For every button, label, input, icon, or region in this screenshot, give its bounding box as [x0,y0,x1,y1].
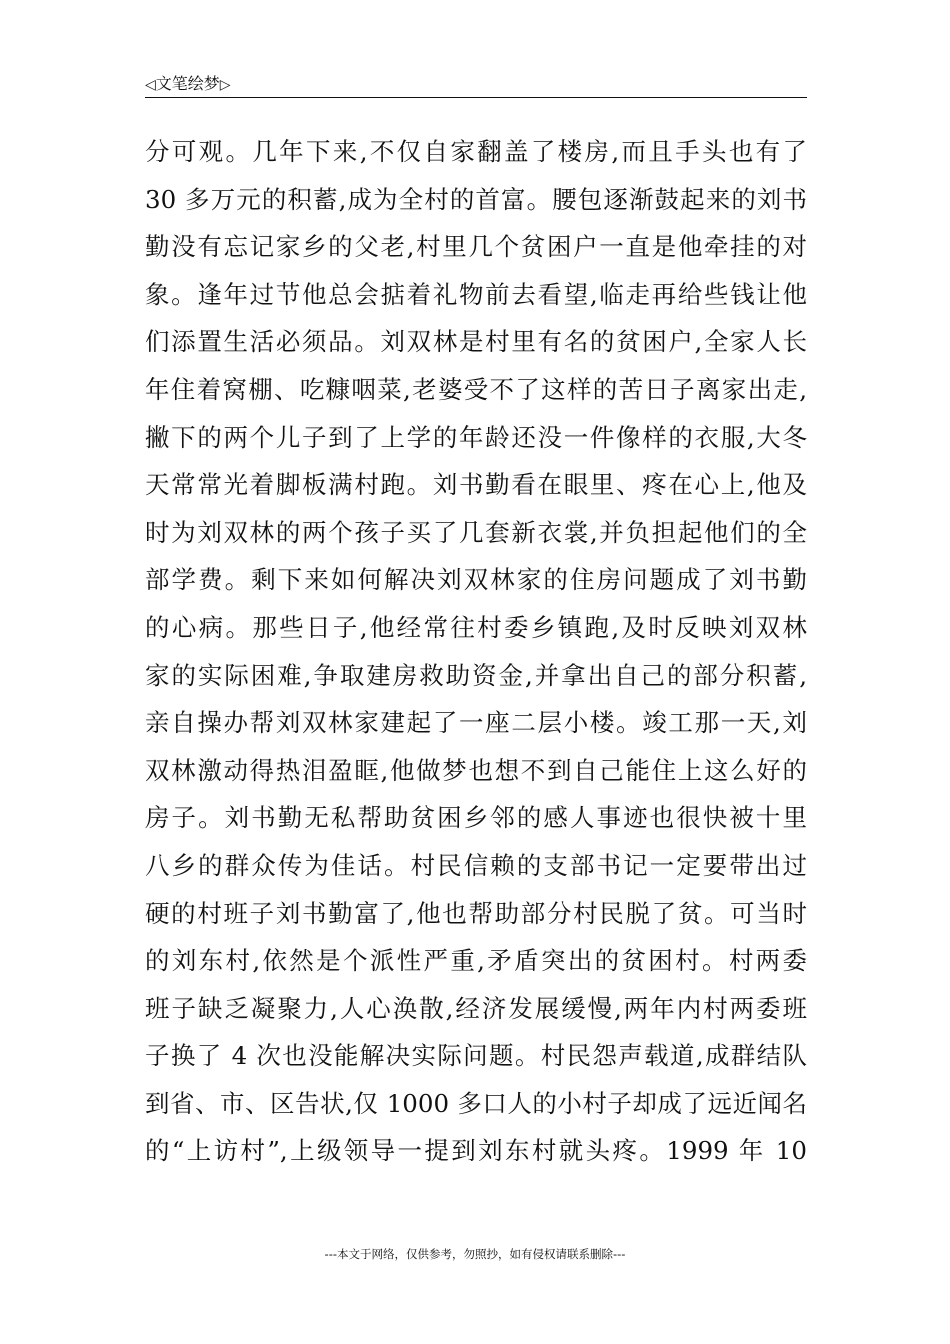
text-line: 勤没有忘记家乡的父老,村里几个贫困户一直是他牵挂的对 [145,232,807,262]
text-line: 部学费。剩下来如何解决刘双林家的住房问题成了刘书勤 [145,565,807,595]
header-logo [145,74,231,95]
text-line: 年住着窝棚、吃糠咽菜,老婆受不了这样的苦日子离家出走, [145,374,807,404]
text-line: 双林激动得热泪盈眶,他做梦也想不到自己能住上这么好的 [145,755,807,785]
text-line: 们添置生活必须品。刘双林是村里有名的贫困户,全家人长 [145,327,807,357]
text-line: 班子缺乏凝聚力,人心涣散,经济发展缓慢,两年内村两委班 [145,993,807,1023]
text-line: 家的实际困难,争取建房救助资金,并拿出自己的部分积蓄, [145,660,807,690]
page-header [145,72,807,98]
text-line: 象。逢年过节他总会掂着礼物前去看望,临走再给些钱让他 [145,279,807,309]
text-line: 八乡的群众传为佳话。村民信赖的支部书记一定要带出过 [145,850,807,880]
header-title: 文笔绘梦 [155,74,220,93]
text-line: 天常常光着脚板满村跑。刘书勤看在眼里、疼在心上,他及 [145,470,807,500]
text-line: 的心病。那些日子,他经常往村委乡镇跑,及时反映刘双林 [145,612,807,642]
text-line: 房子。刘书勤无私帮助贫困乡邻的感人事迹也很快被十里 [145,803,807,833]
right-triangle-icon: ▷ [219,77,231,93]
document-body [145,128,807,1175]
text-line: 亲自操办帮刘双林家建起了一座二层小楼。竣工那一天,刘 [145,708,807,738]
text-line: 子换了 4 次也没能解决实际问题。村民怨声载道,成群结队 [145,1041,807,1071]
text-line: 的“上访村”,上级领导一提到刘东村就头疼。1999 年 10 [145,1136,807,1166]
left-triangle-icon: ◁ [145,77,156,93]
page-footer-notice: ---本文于网络，仅供参考，勿照抄，如有侵权请联系删除--- [324,1247,626,1261]
text-line: 时为刘双林的两个孩子买了几套新衣裳,并负担起他们的全 [145,517,807,547]
text-line: 硬的村班子刘书勤富了,他也帮助部分村民脱了贫。可当时 [145,898,807,928]
text-line: 30 多万元的积蓄,成为全村的首富。腰包逐渐鼓起来的刘书 [145,184,807,214]
text-line: 分可观。几年下来,不仅自家翻盖了楼房,而且手头也有了 [145,137,807,166]
text-line: 的刘东村,依然是个派性严重,矛盾突出的贫困村。村两委 [145,946,807,976]
text-line: 撇下的两个儿子到了上学的年龄还没一件像样的衣服,大冬 [145,422,807,452]
text-line: 到省、市、区告状,仅 1000 多口人的小村子却成了远近闻名 [145,1088,807,1118]
